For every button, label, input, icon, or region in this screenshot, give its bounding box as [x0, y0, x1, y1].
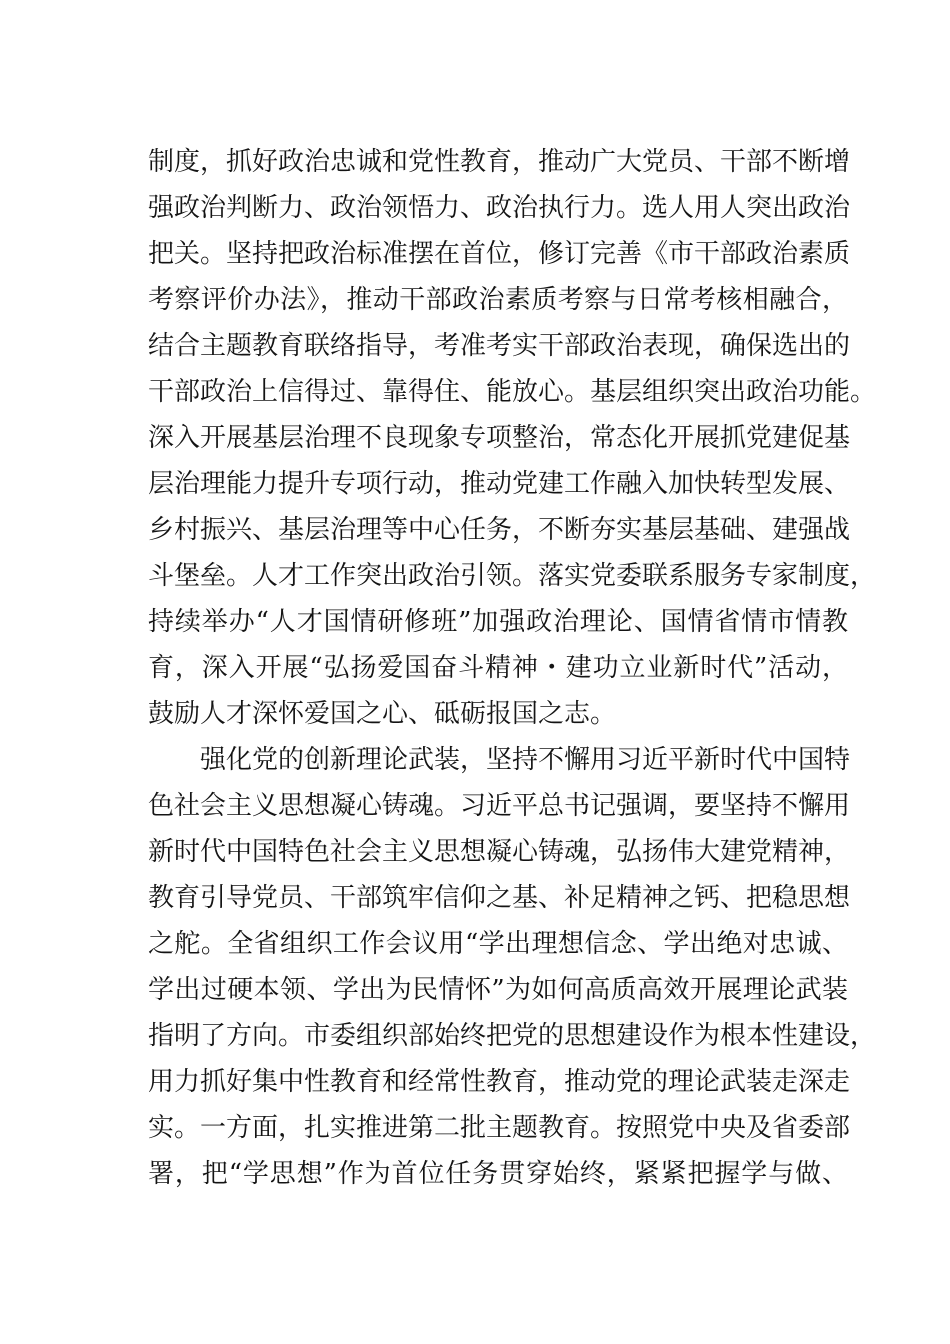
paragraph-1-line-8: 层治理能力提升专项行动，推动党建工作融入加快转型发展、 — [148, 469, 851, 499]
paragraph-2-line-6: 学出过硬本领、学出为民情怀”为如何高质高效开展理论武装 — [148, 975, 848, 1005]
paragraph-2-line-4: 教育引导党员、干部筑牢信仰之基、补足精神之钙、把稳思想 — [148, 883, 851, 913]
paragraph-1-line-7: 深入开展基层治理不良现象专项整治，常态化开展抓党建促基 — [148, 423, 851, 453]
paragraph-2-line-9: 实。一方面，扎实推进第二批主题教育。按照党中央及省委部 — [148, 1113, 851, 1143]
paragraph-1-line-3: 把关。坚持把政治标准摆在首位，修订完善《市干部政治素质 — [148, 239, 851, 269]
paragraph-2-line-7: 指明了方向。市委组织部始终把党的思想建设作为根本性建设， — [148, 1021, 877, 1051]
paragraph-1-line-6: 干部政治上信得过、靠得住、能放心。基层组织突出政治功能。 — [148, 377, 877, 407]
paragraph-1-line-12: 育，深入开展“弘扬爱国奋斗精神・建功立业新时代”活动， — [148, 653, 848, 683]
paragraph-1-line-2: 强政治判断力、政治领悟力、政治执行力。选人用人突出政治 — [148, 193, 851, 223]
paragraph-1-line-13: 鼓励人才深怀爱国之心、砥砺报国之志。 — [148, 699, 617, 729]
paragraph-2-line-2: 色社会主义思想凝心铸魂。习近平总书记强调，要坚持不懈用 — [148, 791, 851, 821]
paragraph-1-line-1: 制度，抓好政治忠诚和党性教育，推动广大党员、干部不断增 — [148, 147, 851, 177]
paragraph-2-line-10: 署，把“学思想”作为首位任务贯穿始终，紧紧把握学与做、 — [148, 1159, 848, 1189]
paragraph-1-line-11: 持续举办“人才国情研修班”加强政治理论、国情省情市情教 — [148, 607, 848, 637]
paragraph-1-line-9: 乡村振兴、基层治理等中心任务，不断夯实基层基础、建强战 — [148, 515, 851, 545]
paragraph-2-line-3: 新时代中国特色社会主义思想凝心铸魂，弘扬伟大建党精神， — [148, 837, 851, 867]
paragraph-2-line-8: 用力抓好集中性教育和经常性教育，推动党的理论武装走深走 — [148, 1067, 851, 1097]
paragraph-1-line-4: 考察评价办法》，推动干部政治素质考察与日常考核相融合， — [148, 285, 848, 315]
paragraph-1-line-10: 斗堡垒。人才工作突出政治引领。落实党委联系服务专家制度， — [148, 561, 877, 591]
paragraph-2-line-1: 强化党的创新理论武装，坚持不懈用习近平新时代中国特 — [200, 745, 851, 775]
paragraph-2-line-5: 之舵。全省组织工作会议用“学出理想信念、学出绝对忠诚、 — [148, 929, 848, 959]
paragraph-1-line-5: 结合主题教育联络指导，考准考实干部政治表现，确保选出的 — [148, 331, 851, 361]
